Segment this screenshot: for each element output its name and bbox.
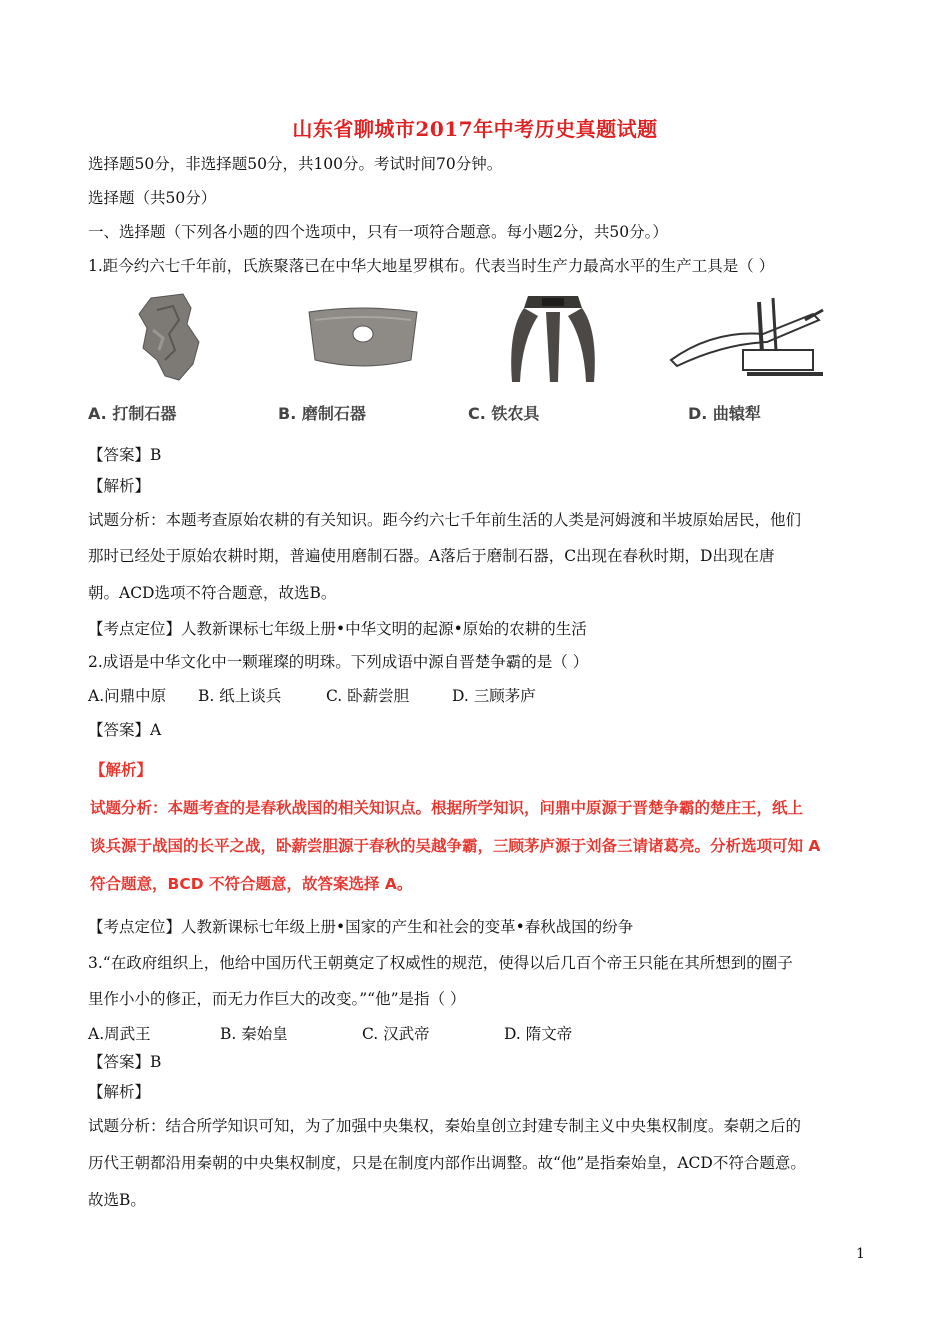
q1-answer: 【答案】B [88,446,162,464]
q1-analysis-heading: 【解析】 [88,477,151,495]
q3-option: A.周武王 [88,1025,151,1043]
q3-analysis-line: 历代王朝都沿用秦朝的中央集权制度，只是在制度内部作出调整。故“他”是指秦始皇，ACD不符合题意。 [88,1154,806,1172]
iron-farm-tool-icon [498,290,608,390]
q2-option: A.问鼎中原 [88,687,167,705]
q1-option-d-label: D. 曲辕犁 [688,404,761,423]
q3-analysis-line: 试题分析：结合所学知识可知，为了加强中央集权，秦始皇创立封建专制主义中央集权制度。秦朝之后的 [88,1117,802,1135]
q2-analysis-line: 符合题意，BCD 不符合题意，故答案选择 A。 [90,875,413,893]
q1-option-a [88,290,258,430]
q1-analysis-line: 朝。ACD选项不符合题意，故选B。 [88,584,337,602]
q2-option: C. 卧薪尝胆 [326,687,410,705]
curved-shaft-plow-icon [663,290,833,385]
q2-knowledge-point: 【考点定位】人教新课标七年级上册•国家的产生和社会的变革•春秋战国的纷争 [88,918,634,936]
section-heading: 选择题（共50分） [88,189,217,207]
q1-analysis-line: 试题分析：本题考查原始农耕的有关知识。距今约六七千年前生活的人类是河姆渡和半坡原始居民，他们 [88,511,802,529]
q2-option: B. 纸上谈兵 [198,687,282,705]
instructions: 一、选择题（下列各小题的四个选项中，只有一项符合题意。每小题2分，共50分。） [88,223,668,241]
q3-analysis-heading: 【解析】 [88,1083,151,1101]
q1-stem: 1.距今约六七千年前，氏族聚落已在中华大地星罗棋布。代表当时生产力最高水平的生产工具是（ ） [88,257,775,275]
q1-option-d [648,290,848,430]
q1-figure [88,290,848,430]
page-title: 山东省聊城市2017年中考历史真题试题 [292,117,658,141]
q3-option: D. 隋文帝 [504,1025,573,1043]
q1-option-c-label: C. 铁农具 [468,404,540,423]
q2-options [88,686,536,706]
q2-answer: 【答案】A [88,721,162,739]
q1-knowledge-point: 【考点定位】人教新课标七年级上册•中华文明的起源•原始的农耕的生活 [88,620,587,638]
q3-answer: 【答案】B [88,1053,162,1071]
page-number: 1 [856,1246,865,1262]
q3-option: C. 汉武帝 [362,1025,430,1043]
q2-option: D. 三顾茅庐 [452,687,536,705]
q1-option-b [278,290,448,430]
q1-analysis-line: 那时已经处于原始农耕时期，普遍使用磨制石器。A落后于磨制石器，C出现在春秋时期，D出现在唐 [88,547,775,565]
q1-option-c [468,290,638,430]
q3-options [88,1024,572,1044]
q1-option-a-label: A. 打制石器 [88,404,177,423]
q2-stem: 2.成语是中华文化中一颗璀璨的明珠。下列成语中源自晋楚争霸的是（ ） [88,653,589,671]
polished-stone-tool-icon [293,290,433,385]
q3-option: B. 秦始皇 [220,1025,288,1043]
q3-analysis-line: 故选B。 [88,1191,146,1209]
q2-analysis-line: 试题分析：本题考查的是春秋战国的相关知识点。根据所学知识，问鼎中原源于晋楚争霸的楚庄王，纸上 [90,799,804,817]
chipped-stone-tool-icon [113,290,233,385]
q2-analysis-line: 谈兵源于战国的长平之战，卧薪尝胆源于春秋的吴越争霸，三顾茅庐源于刘备三请诸葛亮。分析选项可知 A [90,837,821,855]
exam-intro: 选择题50分，非选择题50分，共100分。考试时间70分钟。 [88,155,503,173]
q3-stem-line: 里作小小的修正，而无力作巨大的改变。”“他”是指（ ） [88,990,466,1008]
q1-option-b-label: B. 磨制石器 [278,404,366,423]
q3-stem-line: 3.“在政府组织上，他给中国历代王朝奠定了权威性的规范，使得以后几百个帝王只能在其所想到的圈子 [88,954,793,972]
q2-analysis-heading: 【解析】 [90,761,153,779]
